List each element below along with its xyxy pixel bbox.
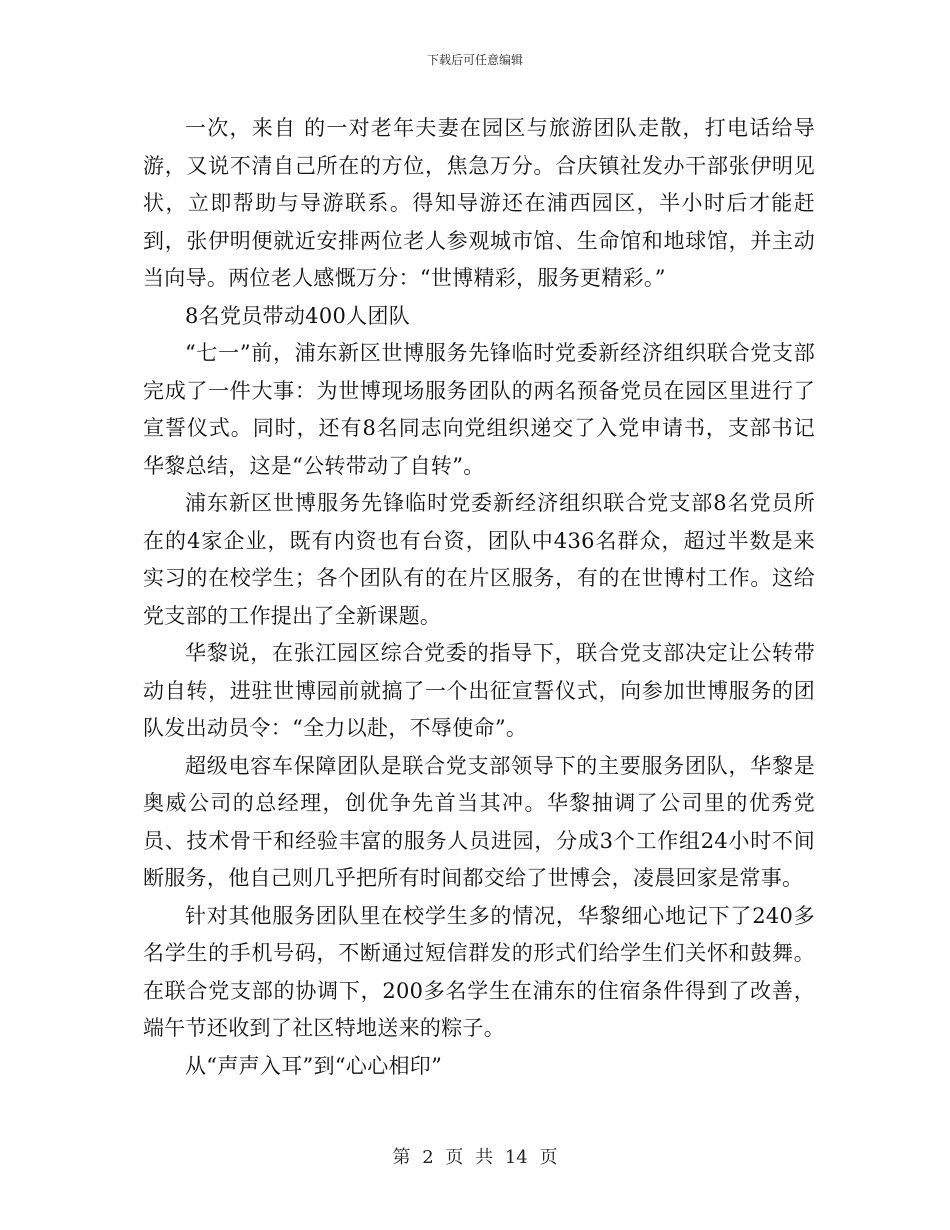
document-body (143, 110, 815, 1085)
page-header: 下载后可任意编辑 (426, 53, 523, 67)
paragraph-mobilization: 华黎说，在张江园区综合党委的指导下，联合党支部决定让公转带动自转，进驻世博园前就搞了一个出征宣誓仪式，向参加世博服务的团队发出动员令：“全力以赴，不辱使命”。 (143, 641, 815, 740)
paragraph-oath-ceremony: “七一”前，浦东新区世博服务先锋临时党委新经济组织联合党支部完成了一件大事：为世博现场服务团队的两名预备党员在园区里进行了宣誓仪式。同时，还有8名同志向党组织递交了入党申请书，支部书记华黎总结，这是“公转带动了自转”。 (143, 341, 815, 478)
paragraph-students-care: 针对其他服务团队里在校学生多的情况，华黎细心地记下了240多名学生的手机号码，不断通过短信群发的形式们给学生们关怀和鼓舞。在联合党支部的协调下，200多名学生在浦东的住宿条件得到了改善，端午节还收到了社区特地送来的粽子。 (143, 903, 815, 1040)
subheading-heart-to-heart: 从“声声入耳”到“心心相印” (185, 1053, 443, 1078)
paragraph-capacitor-bus-team: 超级电容车保障团队是联合党支部领导下的主要服务团队，华黎是奥威公司的总经理，创优争先首当其冲。华黎抽调了公司里的优秀党员、技术骨干和经验丰富的服务人员进园，分成3个工作组24小时不间断服务，他自己则几乎把所有时间都交给了世博会，凌晨回家是常事。 (143, 753, 815, 890)
paragraph-four-enterprises: 浦东新区世博服务先锋临时党委新经济组织联合党支部8名党员所在的4家企业，既有内资也有台资，团队中436名群众，超过半数是来实习的在校学生；各个团队有的在片区服务，有的在世博村工作。这给党支部的工作提出了全新课题。 (143, 491, 815, 628)
paragraph-lost-couple: 一次，来自 的一对老年夫妻在园区与旅游团队走散，打电话给导游，又说不清自己所在的方位，焦急万分。合庆镇社发办干部张伊明见状，立即帮助与导游联系。得知导游还在浦西园区，半小时后才能赶到，张伊明便就近安排两位老人参观城市馆、生命馆和地球馆，并主动当向导。两位老人感慨万分：“世博精彩，服务更精彩。” (143, 116, 815, 290)
subheading-eight-members: 8名党员带动400人团队 (185, 303, 411, 328)
page-number: 第 2 页 共 14 页 (392, 1147, 558, 1168)
